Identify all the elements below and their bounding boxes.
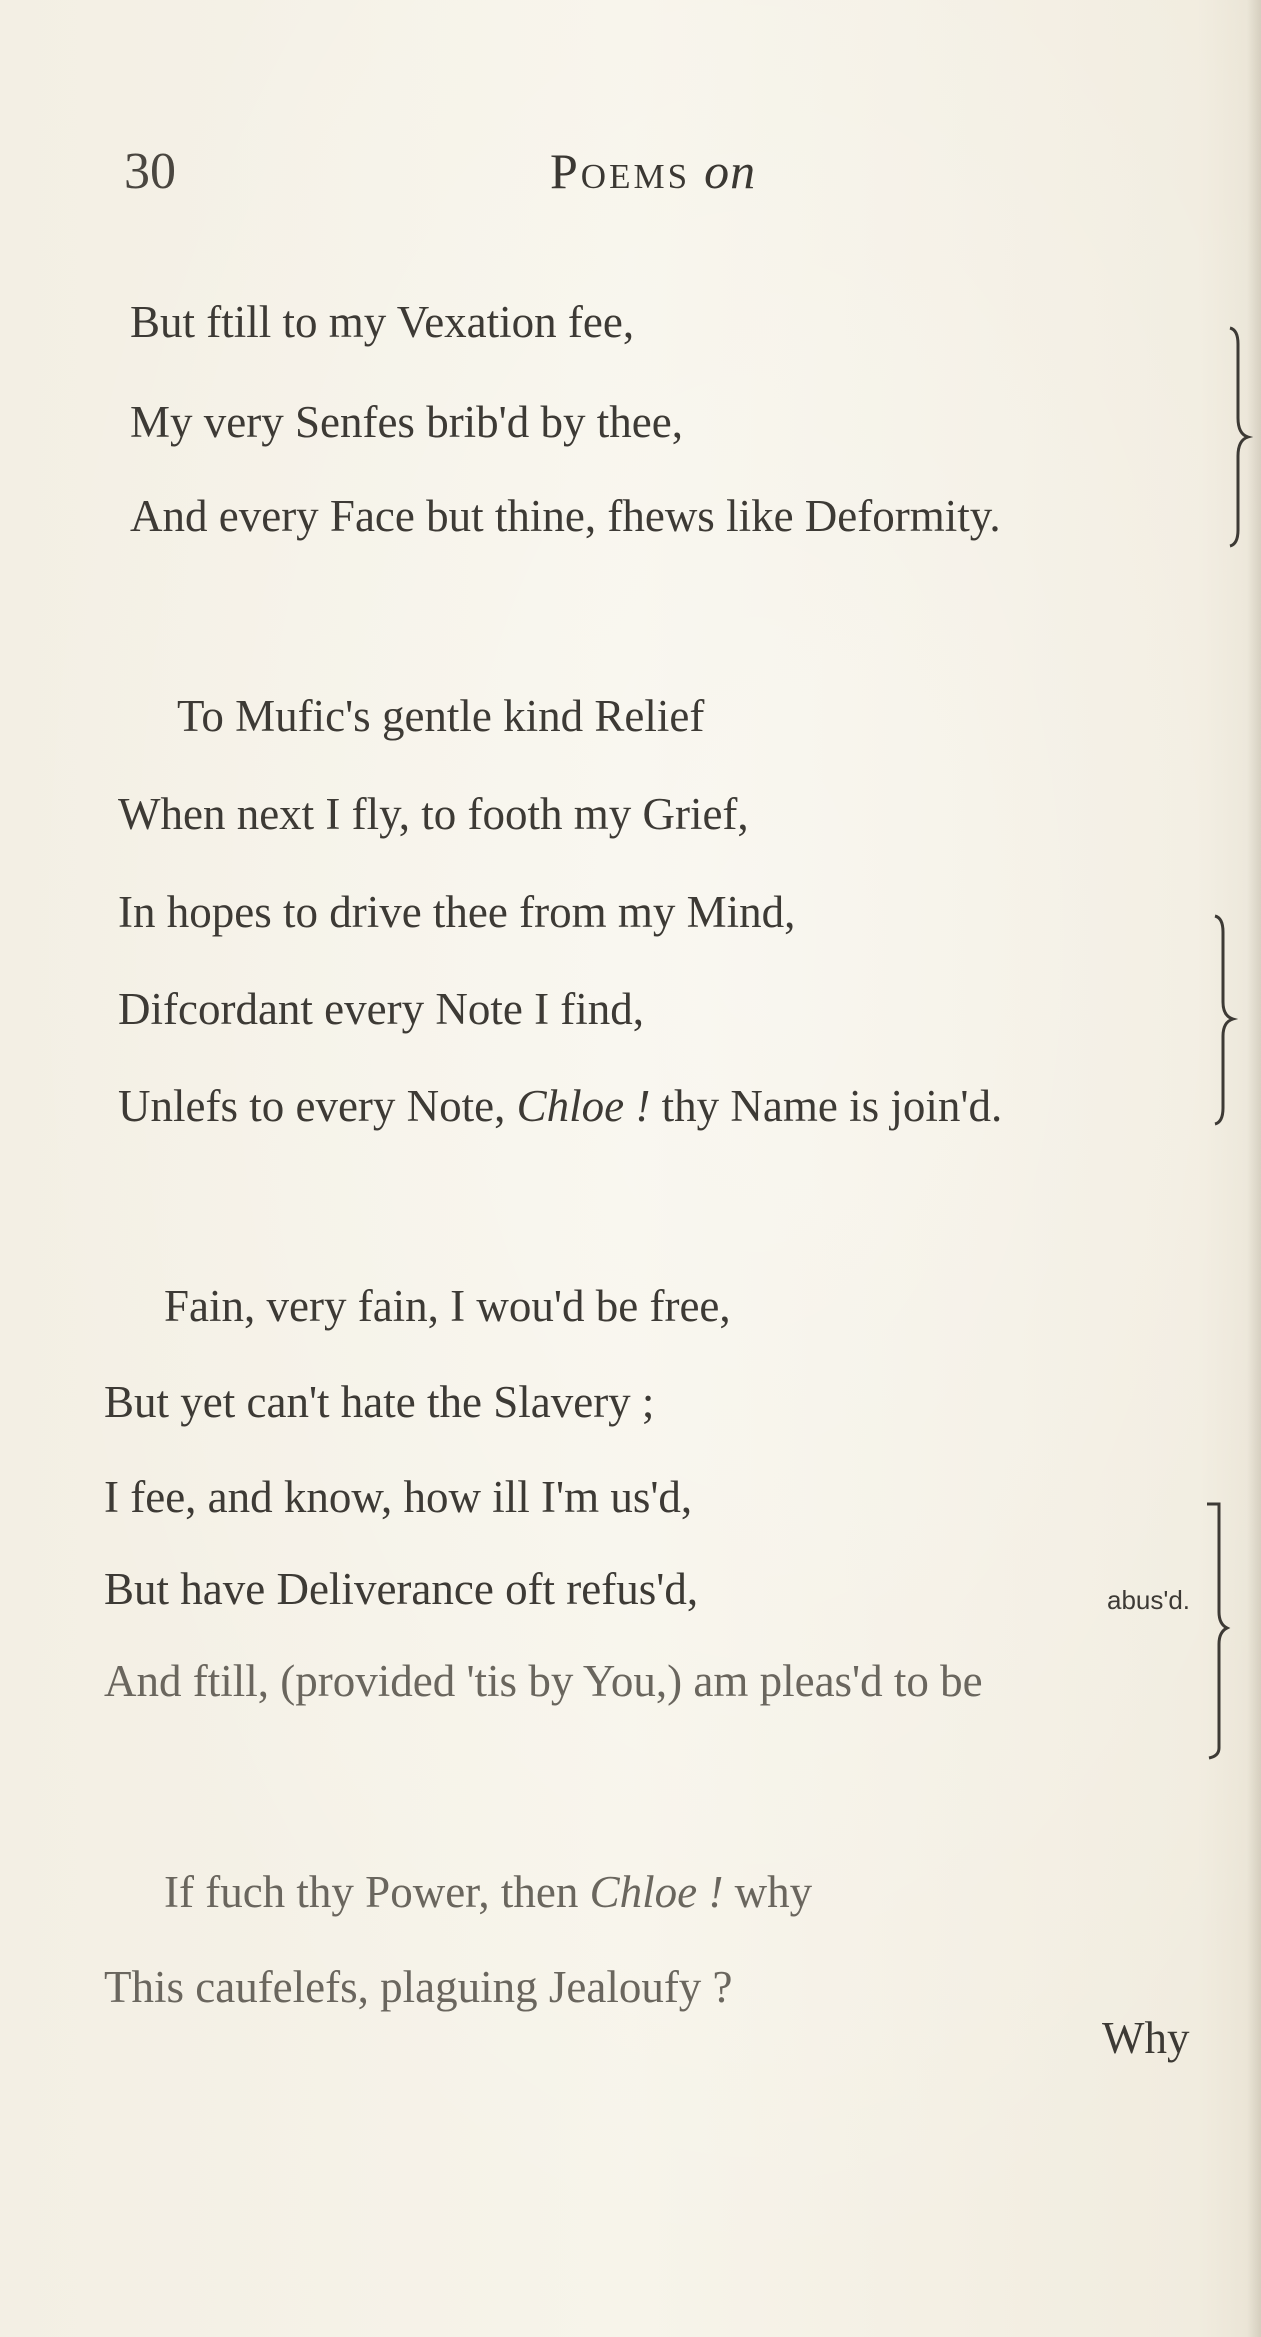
verse-line-text: why <box>723 1867 813 1917</box>
verse-line: When next I fly, to footh my Grief, <box>118 789 749 839</box>
triplet-brace <box>1228 322 1252 552</box>
verse-line-text: thy Name is join'd. <box>650 1081 1003 1131</box>
verse-line-text: Unlefs to every Note, <box>118 1081 517 1131</box>
verse-line: To Mufic's gentle kind Relief <box>177 691 705 741</box>
verse-line <box>164 1866 812 1918</box>
verse-line <box>118 1080 1002 1132</box>
name-chloe: Chloe ! <box>516 1081 651 1131</box>
verse-line: But have Deliverance oft refus'd, <box>104 1564 699 1614</box>
verse-line: This caufelefs, plaguing Jealoufy ? <box>104 1962 733 2012</box>
triplet-brace <box>1205 1500 1231 1760</box>
running-head <box>0 142 1261 202</box>
verse-line: And every Face but thine, fhews like Deformity. <box>130 491 1001 541</box>
verse-line: But ftill to my Vexation fee, <box>130 297 635 347</box>
running-title <box>550 142 756 200</box>
catchword: Why <box>1102 2013 1190 2063</box>
triplet-brace <box>1213 910 1237 1130</box>
page-number: 30 <box>124 143 176 200</box>
verse-line: In hopes to drive thee from my Mind, <box>118 887 796 937</box>
running-title-word: Poems <box>550 143 691 199</box>
verse-line: Fain, very fain, I wou'd be free, <box>164 1281 731 1331</box>
verse-line-text: If fuch thy Power, then <box>164 1867 590 1917</box>
verse-line: My very Senfes brib'd by thee, <box>130 397 683 447</box>
verse-line: And ftill, (provided 'tis by You,) am pleas'd to be <box>104 1656 983 1706</box>
verse-line: I fee, and know, how ill I'm us'd, <box>104 1472 693 1522</box>
name-chloe: Chloe ! <box>589 1867 724 1917</box>
verse-line: Difcordant every Note I find, <box>118 984 645 1034</box>
verse-line: But yet can't hate the Slavery ; <box>104 1377 655 1427</box>
running-title-italic: on <box>704 143 757 199</box>
turnover-word: abus'd. <box>1107 1585 1191 1615</box>
